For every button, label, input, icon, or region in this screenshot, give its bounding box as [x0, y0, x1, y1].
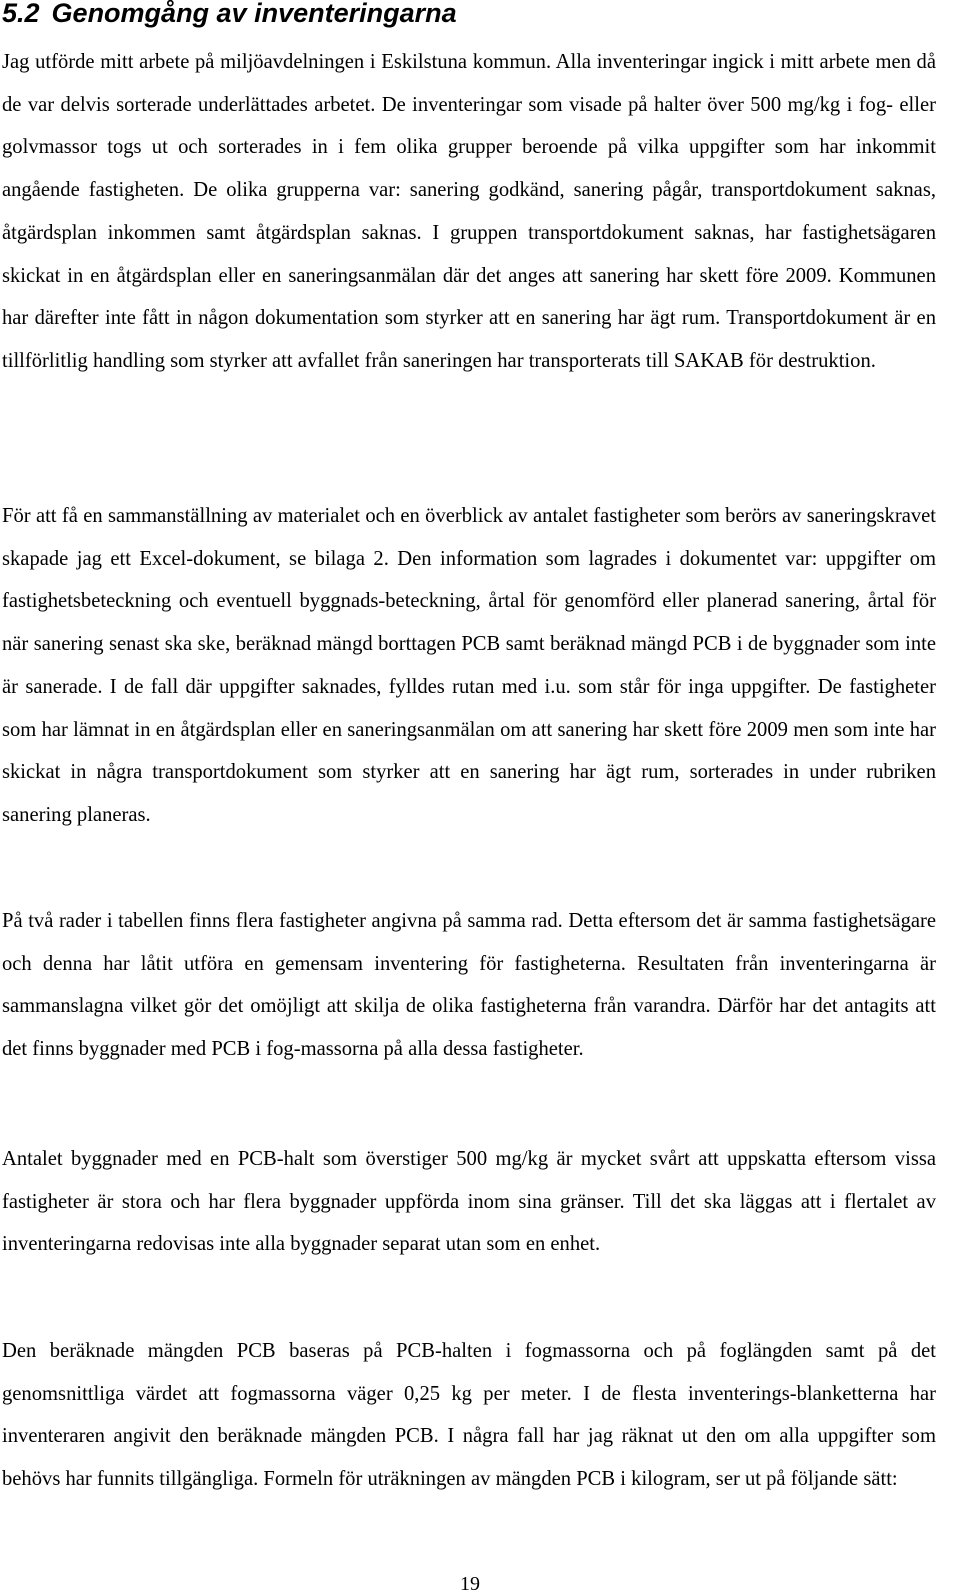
- paragraph-pcb-calculation: Den beräknade mängden PCB baseras på PCB-halten i fogmassorna och på foglängden samt på det genomsnittliga värdet att fogmassorna väger 0,25 kg per meter. I de flesta inventerings-blanketterna har inventeraren angivit den beräknade mängden PCB. I några fall har jag räknat ut den om alla uppgifter som behövs har funnits tillgängliga. Formeln för uträkningen av mängden PCB i kilogram, ser ut på följande sätt:: [2, 1340, 936, 1491]
- section-title: Genomgång av inventeringarna: [51, 0, 457, 28]
- page-number: 19: [460, 1573, 480, 1595]
- paragraph-building-count: Antalet byggnader med en PCB-halt som överstiger 500 mg/kg är mycket svårt att uppskatta eftersom vissa fastigheter är stora och har flera byggnader uppförda inom sina gränser. Till det ska läggas att i flertalet av inventeringarna redovisas inte alla byggnader separat utan som en enhet.: [2, 1148, 936, 1256]
- section-number: 5.2: [2, 0, 40, 28]
- section-heading: [2, 0, 457, 32]
- paragraph-multiple-properties: På två rader i tabellen finns flera fastigheter angivna på samma rad. Detta eftersom det är samma fastighetsägare och denna har låtit utföra en gemensam inventering för fastigheterna. Resultaten från inventeringarna är sammanslagna vilket gör det omöjligt att skilja de olika fastigheterna från varandra. Därför har det antagits att det finns byggnader med PCB i fog-massorna på alla dessa fastigheter.: [2, 910, 936, 1061]
- paragraph-excel-compilation: För att få en sammanställning av materialet och en överblick av antalet fastigheter som berörs av saneringskravet skapade jag ett Excel-dokument, se bilaga 2. Den information som lagrades i dokumentet var: uppgifter om fastighetsbeteckning och eventuell byggnads-beteckning, årtal för genomförd eller planerad sanering, årtal för när sanering senast ska ske, beräknad mängd borttagen PCB samt beräknad mängd PCB i de byggnader som inte är sanerade. I de fall där uppgifter saknades, fylldes rutan med i.u. som står för inga uppgifter. De fastigheter som har lämnat in en åtgärdsplan eller en saneringsanmälan om att sanering har skett före 2009 men som inte har skickat in några transportdokument som styrker att en sanering har ägt rum, sorterades in under rubriken sanering planeras.: [2, 505, 936, 826]
- paragraph-inventory-work: Jag utförde mitt arbete på miljöavdelningen i Eskilstuna kommun. Alla inventeringar ingick i mitt arbete men då de var delvis sorterade underlättades arbetet. De inventeringar som visade på halter över 500 mg/kg i fog- eller golvmassor togs ut och sorterades in i fem olika grupper beroende på vilka uppgifter som har inkommit angående fastigheten. De olika grupperna var: sanering godkänd, sanering pågår, transportdokument saknas, åtgärdsplan inkommen samt åtgärdsplan saknas. I gruppen transportdokument saknas, har fastighetsägaren skickat in en åtgärdsplan eller en saneringsanmälan där det anges att sanering har skett före 2009. Kommunen har därefter inte fått in någon dokumentation som styrker att en sanering har ägt rum. Transportdokument är en tillförlitlig handling som styrker att avfallet från saneringen har transporterats till SAKAB för destruktion.: [2, 51, 936, 372]
